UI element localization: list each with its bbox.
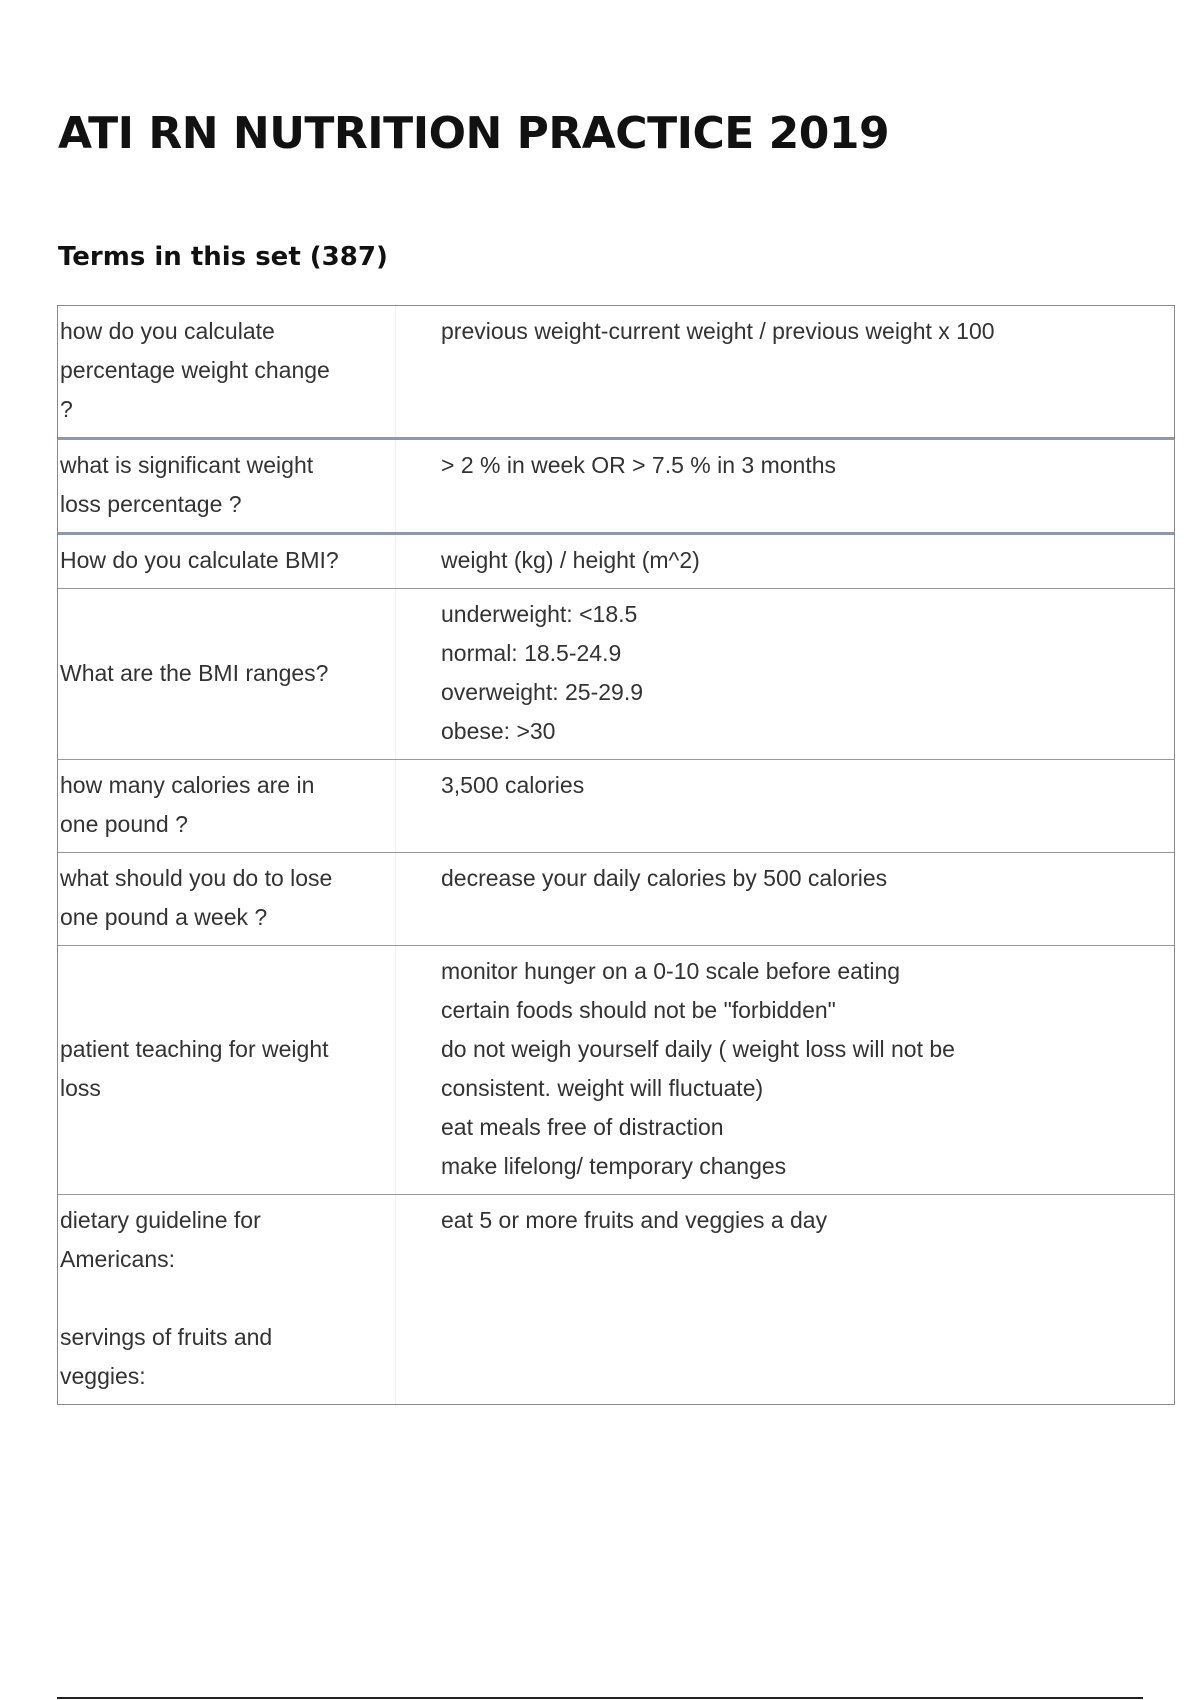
definition-line: eat meals free of distraction bbox=[441, 1114, 724, 1140]
term-row bbox=[58, 759, 1174, 852]
definition-cell bbox=[396, 760, 1174, 852]
term-cell: patient teaching for weight loss bbox=[58, 946, 396, 1194]
definition-line: eat 5 or more fruits and veggies a day bbox=[441, 1207, 828, 1233]
term-row bbox=[58, 306, 1174, 437]
definition-line: underweight: <18.5 bbox=[441, 601, 638, 627]
term-cell: How do you calculate BMI? bbox=[58, 535, 396, 588]
term-cell: how many calories are in one pound ? bbox=[58, 760, 396, 852]
definition-cell bbox=[396, 853, 1174, 945]
term-cell: what is significant weight loss percentage ? bbox=[58, 440, 396, 532]
definition-line: overweight: 25-29.9 bbox=[441, 679, 644, 705]
term-cell: dietary guideline for Americans: servings of fruits and veggies: bbox=[58, 1195, 396, 1404]
term-cell: What are the BMI ranges? bbox=[58, 589, 396, 759]
definition-cell bbox=[396, 946, 1174, 1194]
definition-cell bbox=[396, 440, 1174, 532]
terms-count-heading: Terms in this set (387) bbox=[58, 242, 388, 272]
definition-cell bbox=[396, 535, 1174, 588]
definition-line: 3,500 calories bbox=[441, 772, 585, 798]
definition-line: consistent. weight will fluctuate) bbox=[441, 1075, 764, 1101]
definition-line: make lifelong/ temporary changes bbox=[441, 1153, 787, 1179]
term-row bbox=[58, 532, 1174, 588]
page-title: ATI RN NUTRITION PRACTICE 2019 bbox=[58, 108, 890, 159]
footer-divider bbox=[57, 1697, 1143, 1699]
definition-cell bbox=[396, 1195, 1174, 1404]
definition-line: previous weight-current weight / previous weight x 100 bbox=[441, 318, 995, 344]
definition-cell bbox=[396, 306, 1174, 437]
definition-line: obese: >30 bbox=[441, 718, 556, 744]
definition-line: certain foods should not be "forbidden" bbox=[441, 997, 836, 1023]
definition-cell bbox=[396, 589, 1174, 759]
definition-line: do not weigh yourself daily ( weight loss will not be bbox=[441, 1036, 955, 1062]
term-cell: what should you do to lose one pound a week ? bbox=[58, 853, 396, 945]
term-row bbox=[58, 852, 1174, 945]
definition-line: decrease your daily calories by 500 calories bbox=[441, 865, 888, 891]
definition-line: normal: 18.5-24.9 bbox=[441, 640, 622, 666]
terms-table bbox=[57, 305, 1175, 1405]
definition-line: monitor hunger on a 0-10 scale before eating bbox=[441, 958, 901, 984]
term-row bbox=[58, 437, 1174, 532]
term-cell: how do you calculate percentage weight change ? bbox=[58, 306, 396, 437]
term-row bbox=[58, 588, 1174, 759]
definition-line: weight (kg) / height (m^2) bbox=[441, 547, 700, 573]
term-row bbox=[58, 945, 1174, 1194]
definition-line: > 2 % in week OR > 7.5 % in 3 months bbox=[441, 452, 837, 478]
term-row bbox=[58, 1194, 1174, 1404]
